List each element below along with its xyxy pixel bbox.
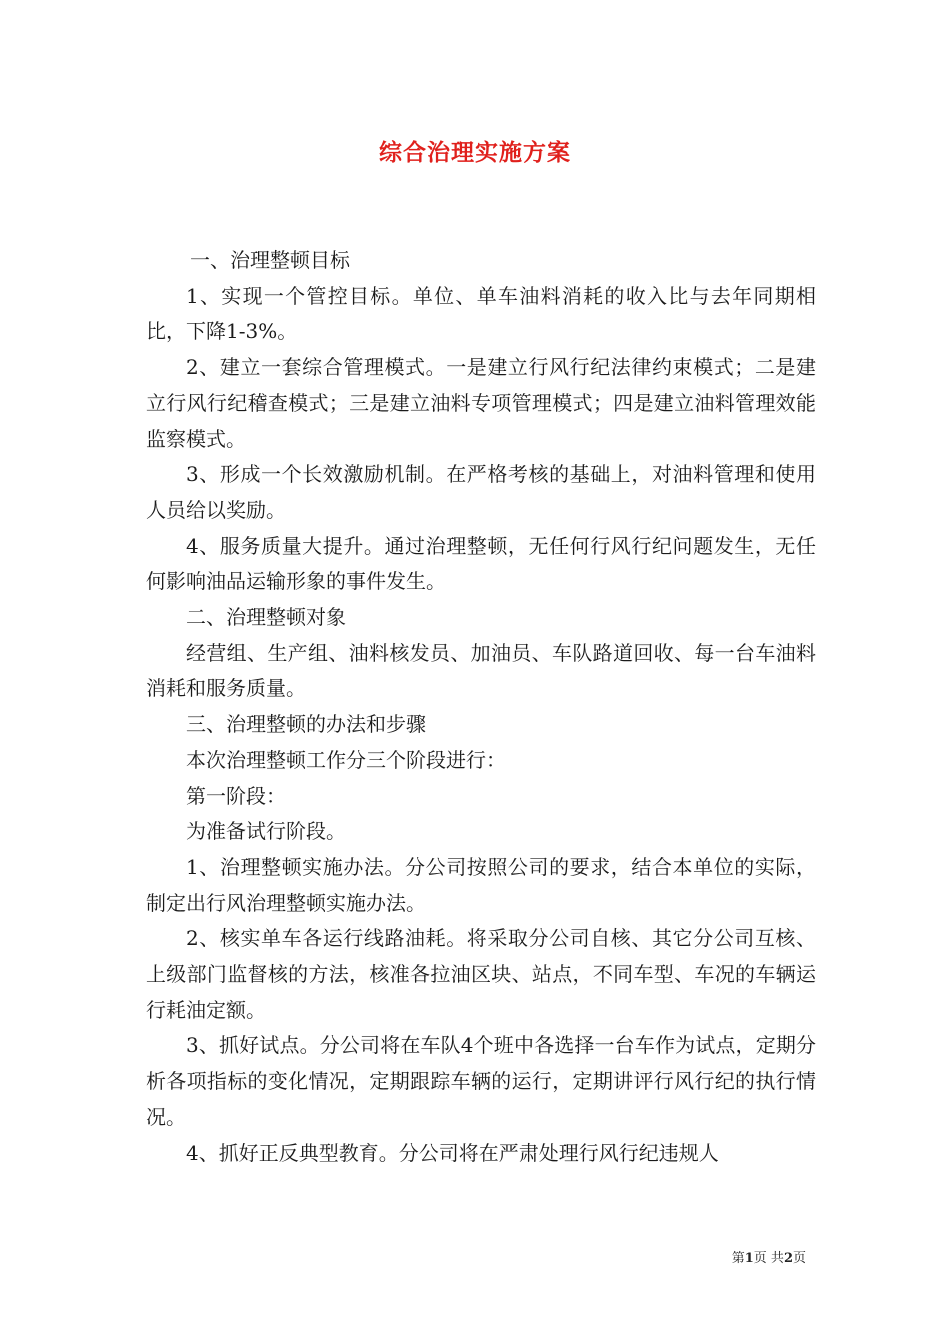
paragraph: 3、形成一个长效激励机制。在严格考核的基础上，对油料管理和使用人员给以奖励。 xyxy=(146,462,816,522)
section-heading-1: 一、治理整顿目标 xyxy=(190,248,350,272)
footer-current-page: 1 xyxy=(744,1251,754,1266)
section-heading-3: 三、治理整顿的办法和步骤 xyxy=(186,712,426,737)
paragraph: 4、服务质量大提升。通过治理整顿，无任何行风行纪问题发生，无任何影响油品运输形象的事件发生。 xyxy=(146,533,816,594)
paragraph: 第一阶段： xyxy=(186,783,286,808)
section-heading-2: 二、治理整顿对象 xyxy=(186,605,346,630)
paragraph: 4、抓好正反典型教育。分公司将在严肃处理行风行纪违规人 xyxy=(186,1140,719,1165)
paragraph: 1、治理整顿实施办法。分公司按照公司的要求，结合本单位的实际，制定出行风治理整顿实施办法。 xyxy=(146,854,816,915)
paragraph: 1、实现一个管控目标。单位、单车油料消耗的收入比与去年同期相比，下降1-3%。 xyxy=(146,283,816,344)
footer-total-pages: 2 xyxy=(783,1251,793,1266)
footer-prefix: 第 xyxy=(731,1251,745,1266)
paragraph: 为准备试行阶段。 xyxy=(186,819,346,844)
paragraph: 3、抓好试点。分公司将在车队4个班中各选择一台车作为试点，定期分析各项指标的变化情况，定期跟踪车辆的运行，定期讲评行风行纪的执行情况。 xyxy=(146,1033,816,1129)
document-title: 综合治理实施方案 xyxy=(379,139,571,166)
document-body xyxy=(146,243,816,1171)
paragraph: 2、建立一套综合管理模式。一是建立行风行纪法律约束模式；二是建立行风行纪稽查模式；三是建立油料专项管理模式；四是建立油料管理效能监察模式。 xyxy=(146,355,816,451)
paragraph: 2、核实单车各运行线路油耗。将采取分公司自核、其它分公司互核、上级部门监督核的方法，核准各拉油区块、站点，不同车型、车况的车辆运行耗油定额。 xyxy=(146,926,816,1022)
paragraph: 本次治理整顿工作分三个阶段进行： xyxy=(186,747,506,772)
paragraph: 经营组、生产组、油料核发员、加油员、车队路道回收、每一台车油料消耗和服务质量。 xyxy=(146,640,816,701)
footer-middle: 页 共 xyxy=(753,1251,784,1266)
page-footer xyxy=(732,1247,806,1266)
footer-suffix: 页 xyxy=(792,1251,806,1266)
